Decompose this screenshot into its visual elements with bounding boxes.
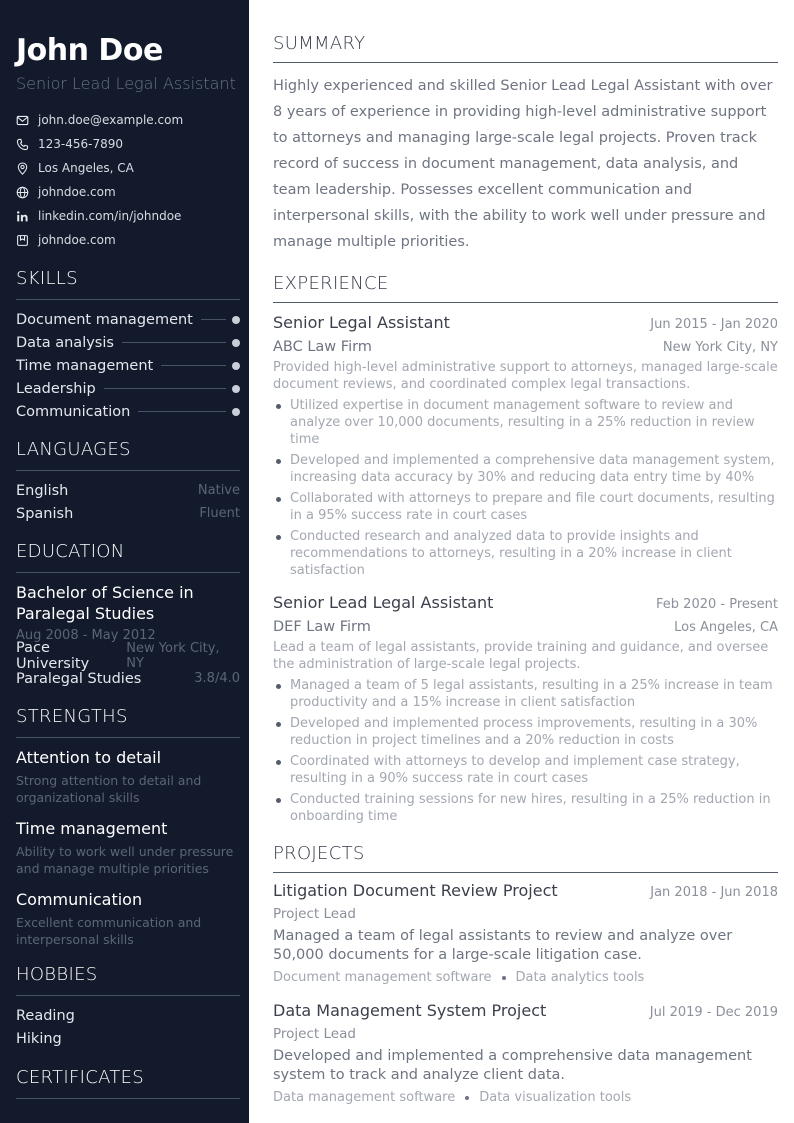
achievement-item: Developed and implemented process improvements, resulting in a 30% reduction in project timelines and a 20% reduction in costs: [273, 715, 778, 749]
project-tool: Data visualization tools: [479, 1090, 632, 1105]
job-description: Lead a team of legal assistants, provide training and guidance, and oversee the administration of large-scale legal projects.: [273, 640, 769, 672]
contact-email-text: john.doe@example.com: [38, 113, 184, 127]
contact-linkedin[interactable]: [16, 204, 240, 228]
contact-portfolio[interactable]: [16, 228, 240, 252]
language-name: Spanish: [16, 505, 74, 522]
job-title: Senior Lead Legal Assistant: [273, 593, 494, 612]
strength-desc: Ability to work well under pressure and manage multiple priorities: [16, 844, 234, 876]
main-content: [273, 33, 778, 1107]
skill-label: Leadership: [16, 380, 96, 397]
projects-section: [273, 843, 778, 1107]
project-dates: Jan 2018 - Jun 2018: [650, 885, 778, 900]
email-icon: [16, 114, 29, 127]
skill-dot: [232, 339, 240, 347]
skill-leader-line: [122, 342, 226, 343]
skill-dot: [232, 362, 240, 370]
contact-location-text: Los Angeles, CA: [38, 161, 134, 175]
strength-desc: Strong attention to detail and organizational skills: [16, 773, 202, 805]
education-school: Pace University: [16, 639, 90, 672]
strengths-section: [16, 706, 240, 948]
education-degree: Bachelor of Science in Paralegal Studies: [16, 583, 194, 623]
hobby-item: Reading: [16, 1008, 75, 1024]
tool-separator: [465, 1096, 469, 1100]
experience-heading: EXPERIENCE: [273, 273, 778, 303]
phone-icon: [16, 138, 29, 151]
job-title: Senior Legal Assistant: [273, 313, 450, 332]
contact-website-text: johndoe.com: [38, 185, 116, 199]
contact-portfolio-text: johndoe.com: [38, 233, 116, 247]
skill-item: [16, 400, 240, 423]
job-company: ABC Law Firm: [273, 339, 372, 355]
education-field: Paralegal Studies: [16, 670, 142, 687]
education-location: New York City, NY: [126, 640, 220, 671]
skill-leader-line: [138, 411, 226, 412]
contact-email[interactable]: [16, 108, 240, 132]
achievement-item: Managed a team of 5 legal assistants, resulting in a 25% increase in team productivity and a 15% increase in client satisfaction: [273, 677, 778, 711]
contact-phone[interactable]: [16, 132, 240, 156]
sidebar: [0, 0, 249, 1123]
skill-item: [16, 354, 240, 377]
candidate-role: Senior Lead Legal Assistant: [16, 74, 236, 93]
summary-heading: SUMMARY: [273, 33, 778, 63]
project-dates: Jul 2019 - Dec 2019: [649, 1005, 778, 1020]
project-tool: Document management software: [273, 970, 492, 985]
strengths-heading: STRENGTHS: [16, 706, 240, 738]
project-role: Project Lead: [273, 1026, 356, 1042]
skill-leader-line: [201, 319, 226, 320]
skill-dot: [232, 316, 240, 324]
language-item: [16, 479, 240, 502]
experience-section: [273, 273, 778, 825]
experience-entry: [273, 593, 778, 825]
hobbies-list: [16, 1005, 240, 1051]
achievement-item: Developed and implemented a comprehensive data management system, increasing data accuracy by 30% and reducing data entry time by 40%: [273, 452, 778, 486]
skill-label: Communication: [16, 403, 131, 420]
certificates-section: [16, 1067, 240, 1099]
contact-location: [16, 156, 240, 180]
language-level: Fluent: [199, 506, 240, 521]
achievement-item: Utilized expertise in document management software to review and analyze over 10,000 documents, resulting in a 25% reduction in review time: [273, 397, 778, 448]
certificates-heading: CERTIFICATES: [16, 1067, 240, 1099]
job-dates: Jun 2015 - Jan 2020: [650, 317, 778, 332]
experience-entry: [273, 313, 778, 579]
education-entry: [16, 582, 240, 690]
contact-website[interactable]: [16, 180, 240, 204]
summary-section: [273, 33, 778, 255]
project-role: Project Lead: [273, 906, 356, 922]
skills-section: [16, 268, 240, 423]
skill-leader-line: [104, 388, 226, 389]
achievement-item: Conducted training sessions for new hires, resulting in a 25% reduction in onboarding time: [273, 791, 778, 825]
strength-title: Time management: [16, 819, 168, 838]
job-location: Los Angeles, CA: [674, 620, 778, 635]
project-entry: [273, 1001, 778, 1107]
skills-list: [16, 308, 240, 423]
skill-label: Data analysis: [16, 334, 114, 351]
skill-dot: [232, 408, 240, 416]
job-company: DEF Law Firm: [273, 619, 371, 635]
job-location: New York City, NY: [662, 340, 778, 355]
language-name: English: [16, 482, 69, 499]
job-dates: Feb 2020 - Present: [656, 597, 778, 612]
strength-item: [16, 747, 240, 806]
projects-heading: PROJECTS: [273, 843, 778, 873]
language-level: Native: [197, 483, 240, 498]
strength-title: Attention to detail: [16, 748, 162, 767]
hobbies-heading: HOBBIES: [16, 964, 240, 996]
strength-title: Communication: [16, 890, 143, 909]
project-title: Litigation Document Review Project: [273, 881, 558, 900]
skill-label: Document management: [16, 311, 193, 328]
portfolio-icon: [16, 234, 29, 247]
skill-item: [16, 308, 240, 331]
project-tool: Data management software: [273, 1090, 456, 1105]
contact-list: [16, 108, 240, 252]
achievement-item: Collaborated with attorneys to prepare and file court documents, resulting in a 95% success rate in court cases: [273, 490, 778, 524]
strength-desc: Excellent communication and interpersonal skills: [16, 915, 202, 947]
strength-item: [16, 818, 240, 877]
linkedin-icon: [16, 210, 29, 223]
achievement-item: Coordinated with attorneys to develop and implement case strategy, resulting in a 90% success rate in court cases: [273, 753, 778, 787]
education-section: [16, 541, 240, 690]
language-item: [16, 502, 240, 525]
education-gpa: 3.8/4.0: [194, 671, 240, 686]
job-description: Provided high-level administrative support to attorneys, managed large-scale document reviews, and coordinated complex legal transactions.: [273, 360, 778, 392]
globe-icon: [16, 186, 29, 199]
project-entry: [273, 881, 778, 987]
education-school-row: [16, 639, 240, 672]
location-icon: [16, 162, 29, 175]
tool-separator: [502, 976, 506, 980]
languages-list: [16, 479, 240, 525]
hobbies-section: [16, 964, 240, 1051]
project-description: Developed and implemented a comprehensive data management system to track and analyze client data.: [273, 1048, 752, 1083]
achievement-item: Conducted research and analyzed data to provide insights and recommendations to attorneys, resulting in a 20% increase in client satisfaction: [273, 528, 778, 579]
job-achievements: [273, 677, 778, 825]
project-tool: Data analytics tools: [515, 970, 645, 985]
contact-phone-text: 123-456-7890: [38, 137, 124, 151]
skills-heading: SKILLS: [16, 268, 240, 300]
job-achievements: [273, 397, 778, 579]
languages-section: [16, 439, 240, 525]
contact-linkedin-text: linkedin.com/in/johndoe: [38, 209, 182, 223]
project-title: Data Management System Project: [273, 1001, 547, 1020]
education-field-row: [16, 667, 240, 690]
summary-text: Highly experienced and skilled Senior Lead Legal Assistant with over 8 years of experience in providing high-level administrative support to attorneys and managing large-scale legal projects. Proven track record of success in document management, data analysis, and team leadership. Possesses excellent communication and interpersonal skills, with the ability to work well under pressure and manage multiple priorities.: [273, 78, 773, 250]
skill-item: [16, 331, 240, 354]
education-dates: Aug 2008 - May 2012: [16, 628, 156, 643]
skill-leader-line: [161, 365, 226, 366]
skill-label: Time management: [16, 357, 154, 374]
project-description: Managed a team of legal assistants to review and analyze over 50,000 documents for a large-scale litigation case.: [273, 928, 733, 963]
strength-item: [16, 889, 240, 948]
languages-heading: LANGUAGES: [16, 439, 240, 471]
skill-item: [16, 377, 240, 400]
project-tools: [273, 969, 778, 987]
project-tools: [273, 1089, 778, 1107]
candidate-name: John Doe: [16, 33, 163, 68]
education-heading: EDUCATION: [16, 541, 240, 573]
hobby-item: Hiking: [16, 1031, 62, 1047]
skill-dot: [232, 385, 240, 393]
